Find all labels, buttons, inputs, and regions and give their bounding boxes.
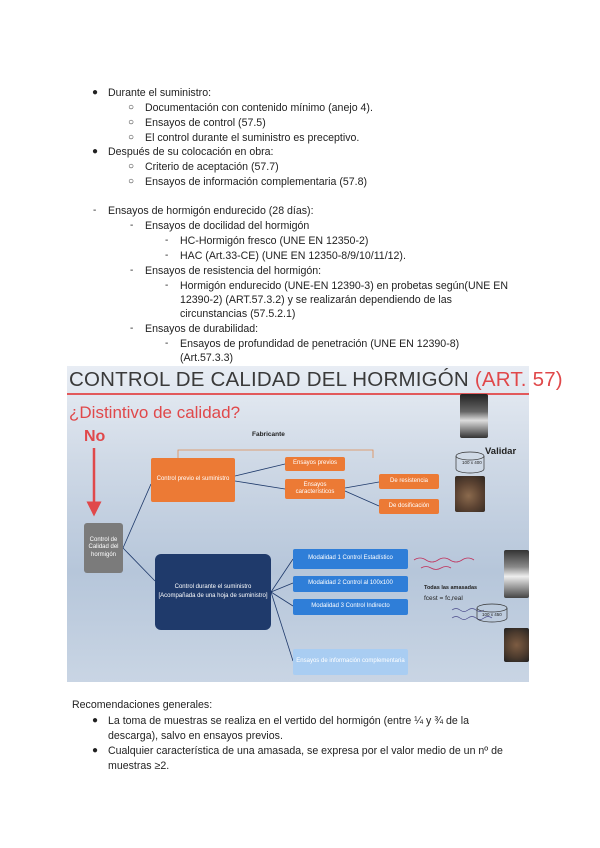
list-item-continuation: muestras ≥2. [108, 760, 170, 772]
list-item: Ensayos de durabilidad: [145, 323, 259, 335]
list-item: Ensayos de resistencia del hormigón: [145, 265, 322, 277]
fabricante-label: Fabricante [252, 431, 285, 438]
dash-bullet-icon: - [130, 323, 134, 334]
ensayos-previos-box: Ensayos previos [285, 457, 345, 471]
de-resistencia-box: De resistencia [379, 474, 439, 489]
list-item: Ensayos de profundidad de penetración (UNE EN 12390-8) [180, 338, 460, 350]
list-item: El control durante el suministro es preceptivo. [145, 132, 360, 144]
list-item: Durante el suministro: [108, 87, 212, 99]
list-item-continuation: (Art.57.3.3) [180, 352, 233, 364]
press-photo [460, 394, 488, 438]
dash-bullet-icon: - [93, 205, 97, 216]
dash-bullet-icon: - [165, 250, 169, 261]
dash-bullet-icon: - [165, 280, 169, 291]
hand-photo [455, 476, 485, 512]
list-item-continuation: 12390-2) (ART.57.3.2) y se realizarán dependiendo de las [180, 294, 452, 306]
modalidad-2-box: Modalidad 2 Control al 100x100 [293, 576, 408, 592]
list-item: Ensayos de docilidad del hormigón [145, 220, 310, 232]
dash-bullet-icon: - [165, 235, 169, 246]
probeta-label: 100 x 450 [482, 612, 502, 617]
ensayos-caracteristicos-box: Ensayos característicos [285, 479, 345, 499]
slide-question: ¿Distintivo de calidad? [69, 403, 241, 422]
slide-no-label: No [84, 428, 106, 445]
list-item: La toma de muestras se realiza en el vertido del hormigón (entre ¼ y ¾ de la [108, 715, 469, 727]
formula-label: fcest = fc,real [424, 595, 463, 602]
control-previo-box: Control previo el suministro [151, 458, 235, 502]
modalidad-3-box: Modalidad 3 Control Indirecto [293, 599, 408, 615]
control-durante-label: Control durante el suministro [174, 583, 252, 590]
bullet-icon: ● [92, 715, 99, 726]
circle-bullet-icon: ○ [128, 132, 135, 143]
list-item: HAC (Art.33-CE) (UNE EN 12350-8/9/10/11/12). [180, 250, 406, 262]
list-item: Ensayos de control (57.5) [145, 117, 266, 129]
modalidad-1-box: Modalidad 1 Control Estadístico [293, 549, 408, 569]
todas-amasadas-label: Todas las amasadas [424, 585, 478, 591]
probeta-label: 100 x 400 [462, 460, 482, 465]
list-item: Hormigón endurecido (UNE-EN 12390-3) en probetas según(UNE EN [180, 280, 508, 292]
dash-bullet-icon: - [165, 338, 169, 349]
circle-bullet-icon: ○ [128, 161, 135, 172]
dash-bullet-icon: - [130, 265, 134, 276]
press-photo [504, 550, 529, 598]
bullet-icon: ● [92, 745, 99, 756]
list-item: Documentación con contenido mínimo (anejo 4). [145, 102, 373, 114]
list-item: Ensayos de información complementaria (57.8) [145, 176, 367, 188]
quality-control-slide [67, 366, 563, 682]
circle-bullet-icon: ○ [128, 102, 135, 113]
info-complementaria-box: Ensayos de información complementaria [293, 649, 408, 675]
list-item-continuation: descarga), salvo en ensayos previos. [108, 730, 283, 742]
control-durante-note: [Acompañada de una hoja de suministro] [158, 593, 268, 599]
circle-bullet-icon: ○ [128, 176, 135, 187]
control-durante-box [155, 554, 271, 630]
slide-title: CONTROL DE CALIDAD DEL HORMIGÓN (ART. 57) [69, 368, 563, 391]
list-item: Después de su colocación en obra: [108, 146, 274, 158]
list-item: Criterio de aceptación (57.7) [145, 161, 279, 173]
bullet-icon: ● [92, 146, 99, 157]
hand-photo [504, 628, 529, 662]
de-dosificacion-box: De dosificación [379, 499, 439, 514]
list-item: Ensayos de hormigón endurecido (28 días): [108, 205, 314, 217]
dash-bullet-icon: - [130, 220, 134, 231]
bullet-icon: ● [92, 87, 99, 98]
validar-label: Validar [485, 446, 517, 457]
list-item-continuation: circunstancias (57.5.2.1) [180, 308, 296, 320]
section-heading: Recomendaciones generales: [72, 699, 213, 711]
list-item: HC-Hormigón fresco (UNE EN 12350-2) [180, 235, 369, 247]
list-item: Cualquier característica de una amasada, se expresa por el valor medio de un nº de [108, 745, 503, 757]
circle-bullet-icon: ○ [128, 117, 135, 128]
control-calidad-box: Control de Calidad del hormigón [84, 523, 123, 573]
